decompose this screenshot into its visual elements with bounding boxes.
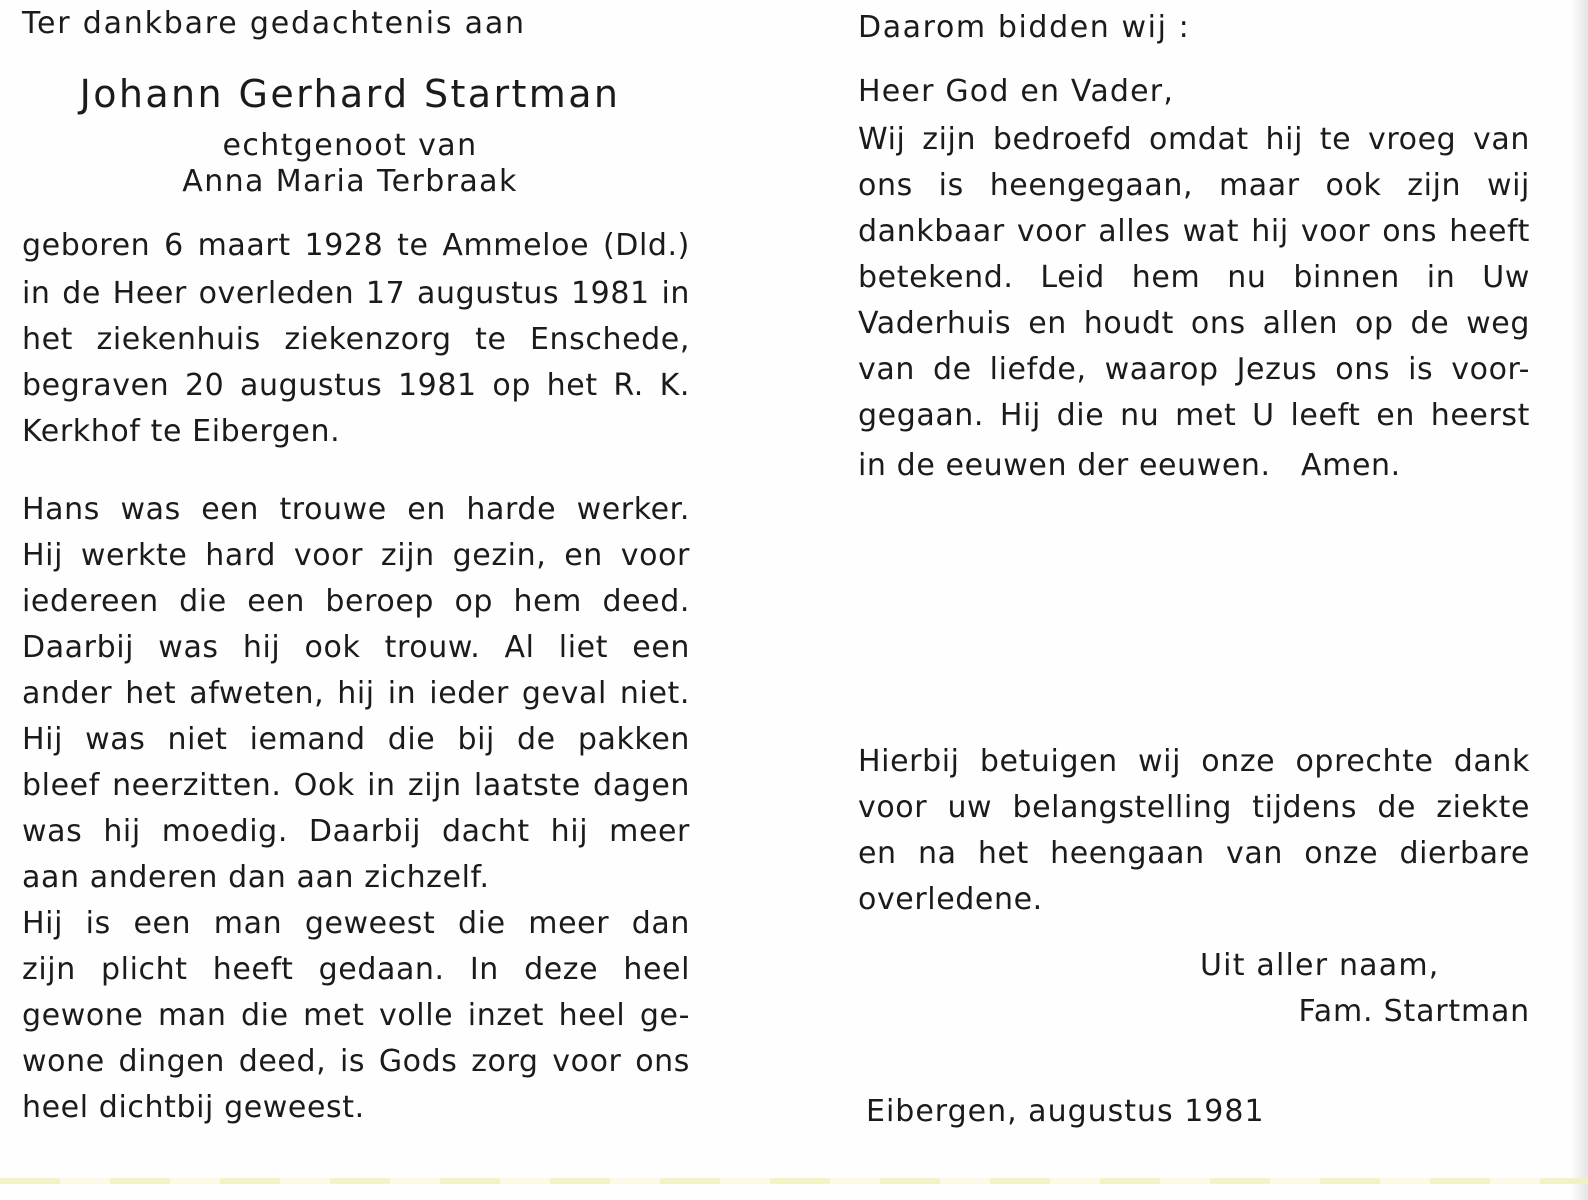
- spouse-label: echtgenoot van: [222, 128, 478, 163]
- prayer-line: ons is heengegaan, maar ook zijn wij: [858, 168, 1530, 203]
- prayer-line: Vaderhuis en houdt ons allen op de weg: [858, 306, 1530, 341]
- biography-line: geboren 6 maart 1928 te Ammeloe (Dld.): [22, 228, 690, 263]
- tribute-line: zijn plicht heeft gedaan. In deze heel: [22, 952, 690, 987]
- biography-line: in de Heer overleden 17 augustus 1981 in: [22, 276, 690, 311]
- tribute-line: heel dichtbij geweest.: [22, 1090, 365, 1125]
- card-bottom-tint: [0, 1178, 1588, 1184]
- tribute-line: Hij was niet iemand die bij de pakken: [22, 722, 690, 757]
- prayer-line: Wij zijn bedroefd omdat hij te vroeg van: [858, 122, 1530, 157]
- tribute-line: bleef neerzitten. Ook in zijn laatste dagen: [22, 768, 690, 803]
- thanks-line: voor uw belangstelling tijdens de ziekte: [858, 790, 1530, 825]
- tribute-line: aan anderen dan aan zichzelf.: [22, 860, 490, 895]
- prayer-line: gegaan. Hij die nu met U leeft en heerst: [858, 398, 1530, 433]
- tribute-line: gewone man die met volle inzet heel ge-: [22, 998, 690, 1033]
- prayer-intro: Daarom bidden wij :: [858, 10, 1191, 45]
- tribute-line: wone dingen deed, is Gods zorg voor ons: [22, 1044, 690, 1079]
- deceased-name: Johann Gerhard Startman: [79, 72, 621, 116]
- prayer-address: Heer God en Vader,: [858, 74, 1175, 109]
- spouse-name: Anna Maria Terbraak: [182, 164, 518, 199]
- prayer-line: in de eeuwen der eeuwen. Amen.: [858, 448, 1401, 483]
- tribute-line: Daarbij was hij ook trouw. Al liet een: [22, 630, 690, 665]
- prayer-line: betekend. Leid hem nu binnen in Uw: [858, 260, 1530, 295]
- thanks-line: en na het heengaan van onze dierbare: [858, 836, 1530, 871]
- tribute-line: iedereen die een beroep op hem deed.: [22, 584, 690, 619]
- prayer-line: van de liefde, waarop Jezus ons is voor-: [858, 352, 1530, 387]
- family-signature: Fam. Startman: [1298, 994, 1530, 1029]
- biography-line: het ziekenhuis ziekenzorg te Enschede,: [22, 322, 690, 357]
- biography-line: begraven 20 augustus 1981 op het R. K.: [22, 368, 690, 403]
- thanks-line: overledene.: [858, 882, 1043, 917]
- biography-line: Kerkhof te Eibergen.: [22, 414, 341, 449]
- tribute-line: Hans was een trouwe en harde werker.: [22, 492, 690, 527]
- tribute-line: ander het afweten, hij in ieder geval niet.: [22, 676, 690, 711]
- closing-text: Uit aller naam,: [1200, 948, 1440, 983]
- tribute-line: Hij werkte hard voor zijn gezin, en voor: [22, 538, 690, 573]
- tribute-line: Hij is een man geweest die meer dan: [22, 906, 690, 941]
- place-date: Eibergen, augustus 1981: [866, 1094, 1265, 1129]
- tribute-line: was hij moedig. Daarbij dacht hij meer: [22, 814, 690, 849]
- card-edge-shadow: [1570, 0, 1588, 1200]
- thanks-line: Hierbij betuigen wij onze oprechte dank: [858, 744, 1530, 779]
- prayer-line: dankbaar voor alles wat hij voor ons heeft: [858, 214, 1530, 249]
- intro-text: Ter dankbare gedachtenis aan: [22, 6, 526, 41]
